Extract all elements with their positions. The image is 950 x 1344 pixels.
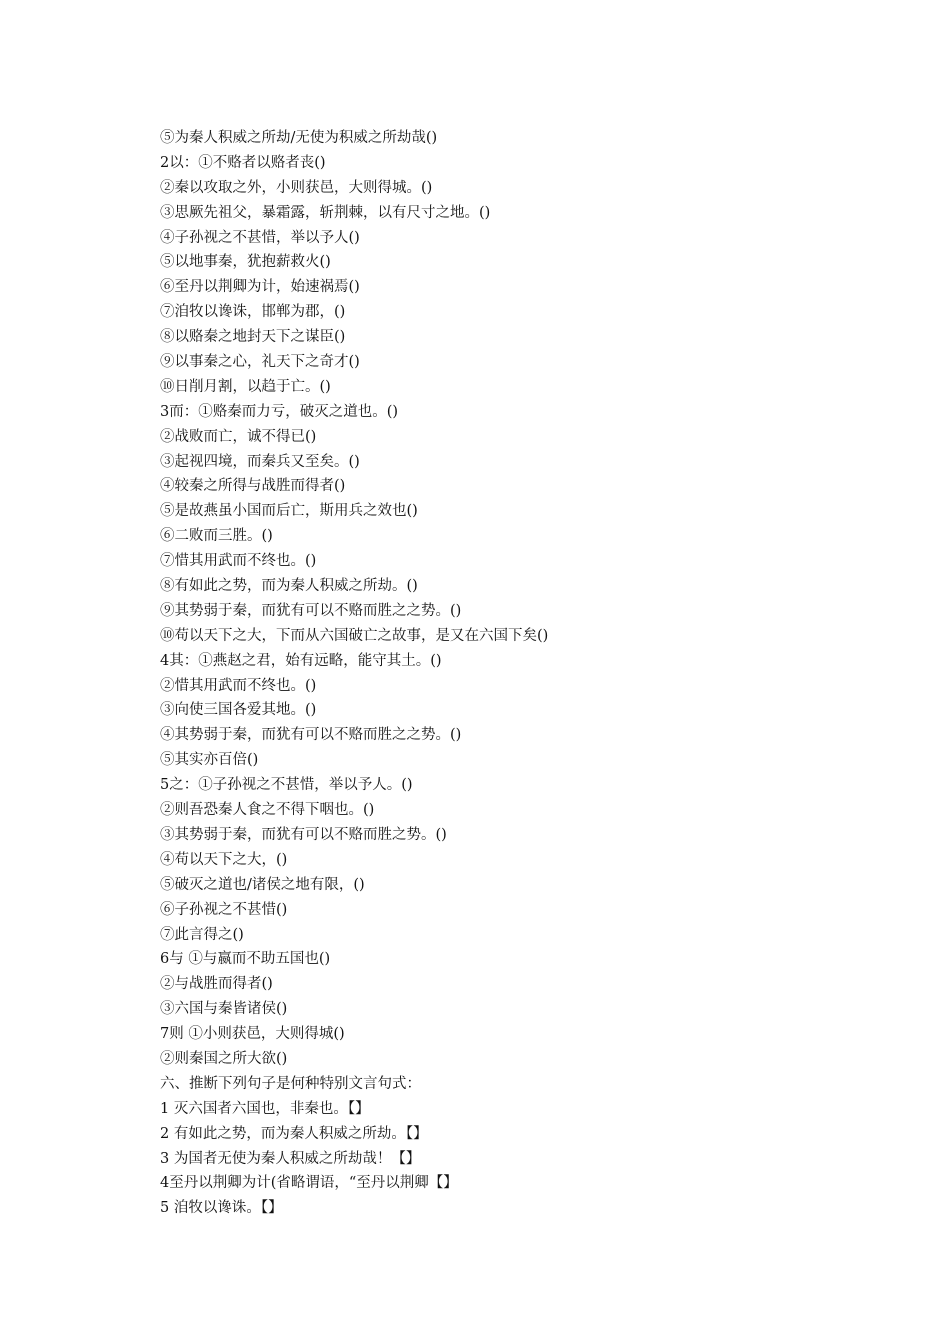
text-line: ⑥至丹以荆卿为计，始速祸焉() <box>160 279 360 296</box>
text-line: ⑤以地事秦，犹抱薪救火() <box>160 254 331 271</box>
text-line: ③六国与秦皆诸侯() <box>160 1001 288 1018</box>
text-line: ⑨其势弱于秦，而犹有可以不赂而胜之之势。() <box>160 602 462 619</box>
text-line: 5 洎牧以谗诛。【】 <box>160 1200 283 1217</box>
text-line: ⑦洎牧以谗诛，邯郸为郡，() <box>160 304 346 321</box>
text-line: ⑥二败而三胜。() <box>160 528 273 545</box>
text-line: ⑨以事秦之心，礼天下之奇才() <box>160 354 360 371</box>
document-text-body <box>160 126 860 1221</box>
text-line: 六、推断下列句子是何种特别文言句式： <box>160 1075 421 1092</box>
text-line: ④较秦之所得与战胜而得者() <box>160 478 346 495</box>
text-line: ⑦此言得之() <box>160 926 244 943</box>
text-line: 3 为国者无使为秦人积威之所劫哉！【】 <box>160 1150 421 1167</box>
text-line: ⑩日削月割，以趋于亡。() <box>160 378 331 395</box>
text-line: ⑤是故燕虽小国而后亡，斯用兵之效也() <box>160 503 418 520</box>
text-line: 4至丹以荆卿为计(省略谓语，“至丹以荆卿【】 <box>160 1175 458 1192</box>
text-line: ⑤其实亦百倍() <box>160 752 259 769</box>
text-line: ②秦以攻取之外，小则获邑，大则得城。() <box>160 179 433 196</box>
text-line: ②与战胜而得者() <box>160 976 273 993</box>
text-line: ⑤破灭之道也/诸侯之地有限，() <box>160 876 365 893</box>
text-line: ⑧有如此之势，而为秦人积威之所劫。() <box>160 578 418 595</box>
text-line: ⑧以赂秦之地封天下之谋臣() <box>160 329 346 346</box>
text-line: ⑤为秦人积威之所劫/无使为积威之所劫哉() <box>160 130 438 146</box>
text-line: ②则秦国之所大欲() <box>160 1050 288 1067</box>
text-line: ②惜其用武而不终也。() <box>160 677 317 694</box>
text-line: ④子孙视之不甚惜，举以予人() <box>160 229 360 246</box>
text-line: 2以：①不赂者以赂者丧() <box>160 154 326 171</box>
text-line: 2 有如此之势，而为秦人积威之所劫。【】 <box>160 1125 428 1142</box>
text-line: 1 灭六国者六国也，非秦也。【】 <box>160 1100 370 1117</box>
text-line: ②则吾恐秦人食之不得下咽也。() <box>160 802 375 819</box>
text-line: ⑦惜其用武而不终也。() <box>160 553 317 570</box>
text-line: ③思厥先祖父，暴霜露，斩荆棘，以有尺寸之地。() <box>160 204 491 221</box>
text-line: ②战败而亡，诚不得已() <box>160 428 317 445</box>
text-line: ⑩苟以天下之大，下而从六国破亡之故事，是又在六国下矣() <box>160 627 549 644</box>
text-line: ③起视四境，而秦兵又至矣。() <box>160 453 360 470</box>
text-line: ④苟以天下之大，() <box>160 851 288 868</box>
text-line: 3而：①赂秦而力亏，破灭之道也。() <box>160 403 399 420</box>
text-line: 7则 ①小则获邑，大则得城() <box>160 1026 345 1043</box>
text-line: ③向使三国各爱其地。() <box>160 702 317 719</box>
text-line: ④其势弱于秦，而犹有可以不赂而胜之之势。() <box>160 727 462 744</box>
text-line: 6与 ①与嬴而不助五国也() <box>160 951 331 968</box>
text-line: ⑥子孙视之不甚惜() <box>160 901 288 918</box>
text-line: 4其：①燕赵之君，始有远略，能守其土。() <box>160 652 442 669</box>
text-line: ③其势弱于秦，而犹有可以不赂而胜之势。() <box>160 826 447 843</box>
text-line: 5之：①子孙视之不甚惜，举以予人。() <box>160 777 413 794</box>
